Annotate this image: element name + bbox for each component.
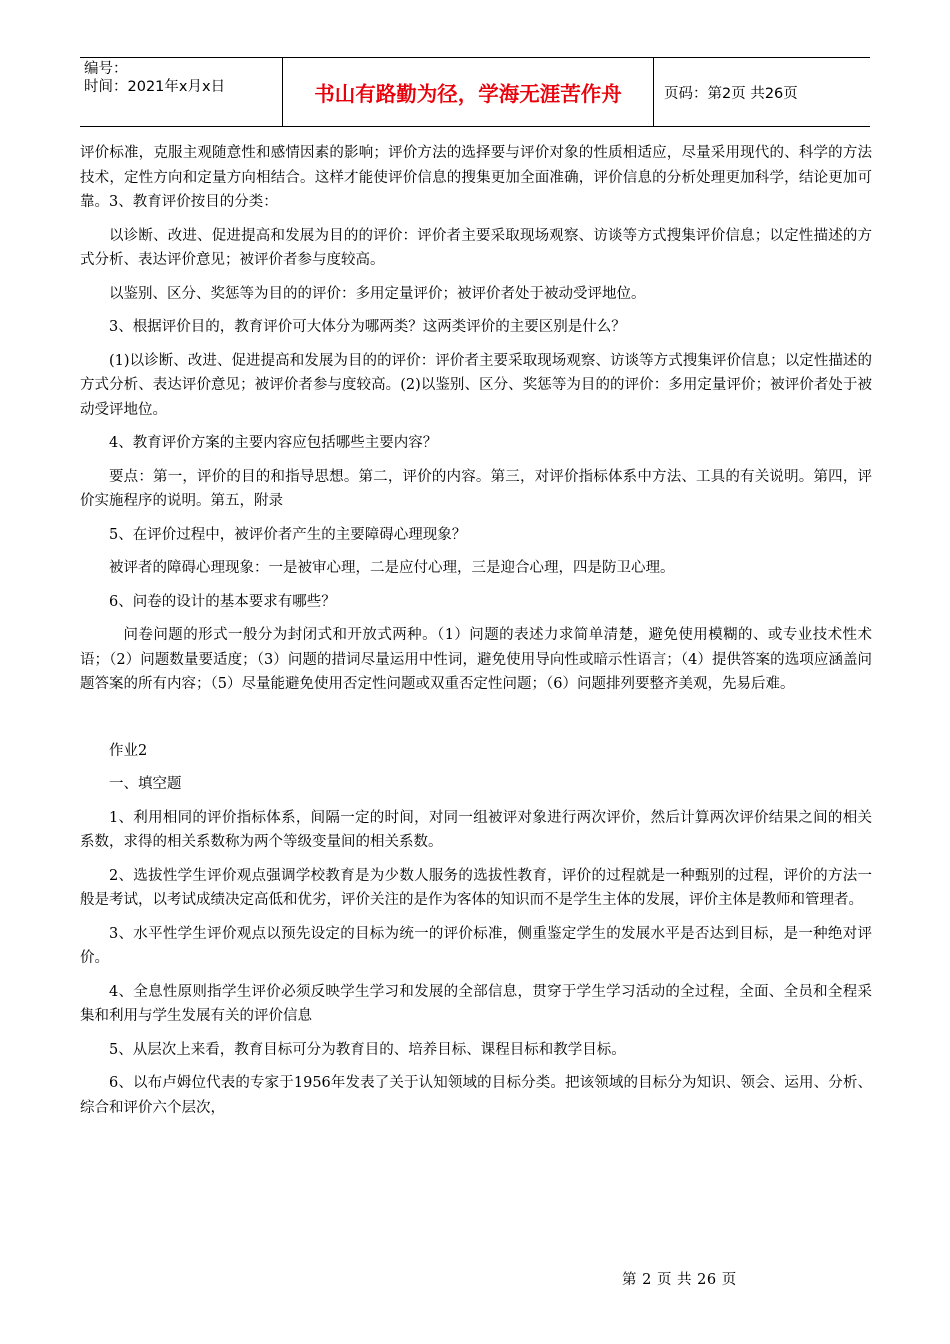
paragraph: 问卷问题的形式一般分为封闭式和开放式两种。（1）问题的表述力求简单清楚，避免使用模糊的、或专业技术性术语；（2）问题数量要适度；（3）问题的措词尽量运用中性词，避免使用导向性或暗示性语言；（4）提供答案的选项应涵盖问题答案的所有内容；（5）尽量能避免使用否定性问题或双重否定性问题；（6）问题排列要整齐美观，先易后难。 (80, 627, 872, 692)
paragraph: 6、以布卢姆位代表的专家于1956年发表了关于认知领域的目标分类。把该领域的目标分为知识、领会、运用、分析、综合和评价六个层次， (80, 1075, 872, 1116)
question-heading: 4、教育评价方案的主要内容应包括哪些主要内容？ (109, 435, 438, 451)
page-header (80, 57, 870, 127)
document-date: 时间：2021年x月x日 (84, 79, 226, 95)
header-meta (80, 58, 283, 126)
paragraph: 以鉴别、区分、奖惩等为目的的评价：多用定量评价；被评价者处于被动受评地位。 (109, 285, 646, 302)
document-number-label: 编号： (84, 61, 128, 77)
paragraph: (1)以诊断、改进、促进提高和发展为目的的评价：评价者主要采取现场观察、访谈等方式搜集评价信息；以定性描述的方式分析、表达评价意见；被评价者参与度较高。(2)以鉴别、区分、奖惩等为目的的评价：多用定量评价；被评价者处于被动受评地位。 (80, 352, 872, 418)
header-motto: 书山有路勤为径，学海无涯苦作舟 (283, 58, 654, 126)
question-heading: 5、在评价过程中，被评价者产生的主要障碍心理现象？ (109, 526, 467, 543)
page-footer: 第 2 页 共 26 页 (622, 1272, 737, 1288)
paragraph: 1、利用相同的评价指标体系，间隔一定的时间，对同一组被评对象进行两次评价，然后计算两次评价结果之间的相关系数，求得的相关系数称为两个等级变量间的相关系数。 (80, 809, 872, 850)
document-body (80, 141, 872, 1120)
paragraph: 要点：第一，评价的目的和指导思想。第二，评价的内容。第三，对评价指标体系中方法、工具的有关说明。第四，评价实施程序的说明。第五，附录 (80, 468, 872, 509)
paragraph: 3、水平性学生评价观点以预先设定的目标为统一的评价标准，侧重鉴定学生的发展水平是否达到目标，是一种绝对评价。 (80, 925, 872, 966)
paragraph: 5、从层次上来看，教育目标可分为教育目的、培养目标、课程目标和教学目标。 (109, 1041, 626, 1058)
section-title: 作业2 (109, 742, 148, 759)
paragraph: 2、选拔性学生评价观点强调学校教育是为少数人服务的选拔性教育，评价的过程就是一种甄别的过程，评价的方法一般是考试，以考试成绩决定高低和优劣，评价关注的是作为客体的知识而不是学生主体的发展，评价主体是教师和管理者。 (80, 867, 872, 908)
question-heading: 3、根据评价目的，教育评价可大体分为哪两类？这两类评价的主要区别是什么？ (109, 319, 626, 335)
paragraph: 4、全息性原则指学生评价必须反映学生学习和发展的全部信息，贯穿于学生学习活动的全过程，全面、全员和全程采集和利用与学生发展有关的评价信息 (80, 983, 872, 1024)
paragraph: 被评者的障碍心理现象：一是被审心理，二是应付心理，三是迎合心理，四是防卫心理。 (109, 560, 675, 576)
paragraph: 以诊断、改进、促进提高和发展为目的的评价：评价者主要采取现场观察、访谈等方式搜集评价信息；以定性描述的方式分析、表达评价意见；被评价者参与度较高。 (80, 227, 872, 268)
paragraph: 评价标准，克服主观随意性和感情因素的影响；评价方法的选择要与评价对象的性质相适应，尽量采用现代的、科学的方法技术，定性方向和定量方向相结合。这样才能使评价信息的搜集更加全面准确，评价信息的分析处理更加科学，结论更加可靠。3、教育评价按目的分类： (80, 145, 872, 210)
question-heading: 6、问卷的设计的基本要求有哪些？ (109, 593, 336, 610)
section-subtitle: 一、填空题 (109, 776, 182, 792)
header-page-info: 页码：第2页 共26页 (664, 85, 798, 102)
